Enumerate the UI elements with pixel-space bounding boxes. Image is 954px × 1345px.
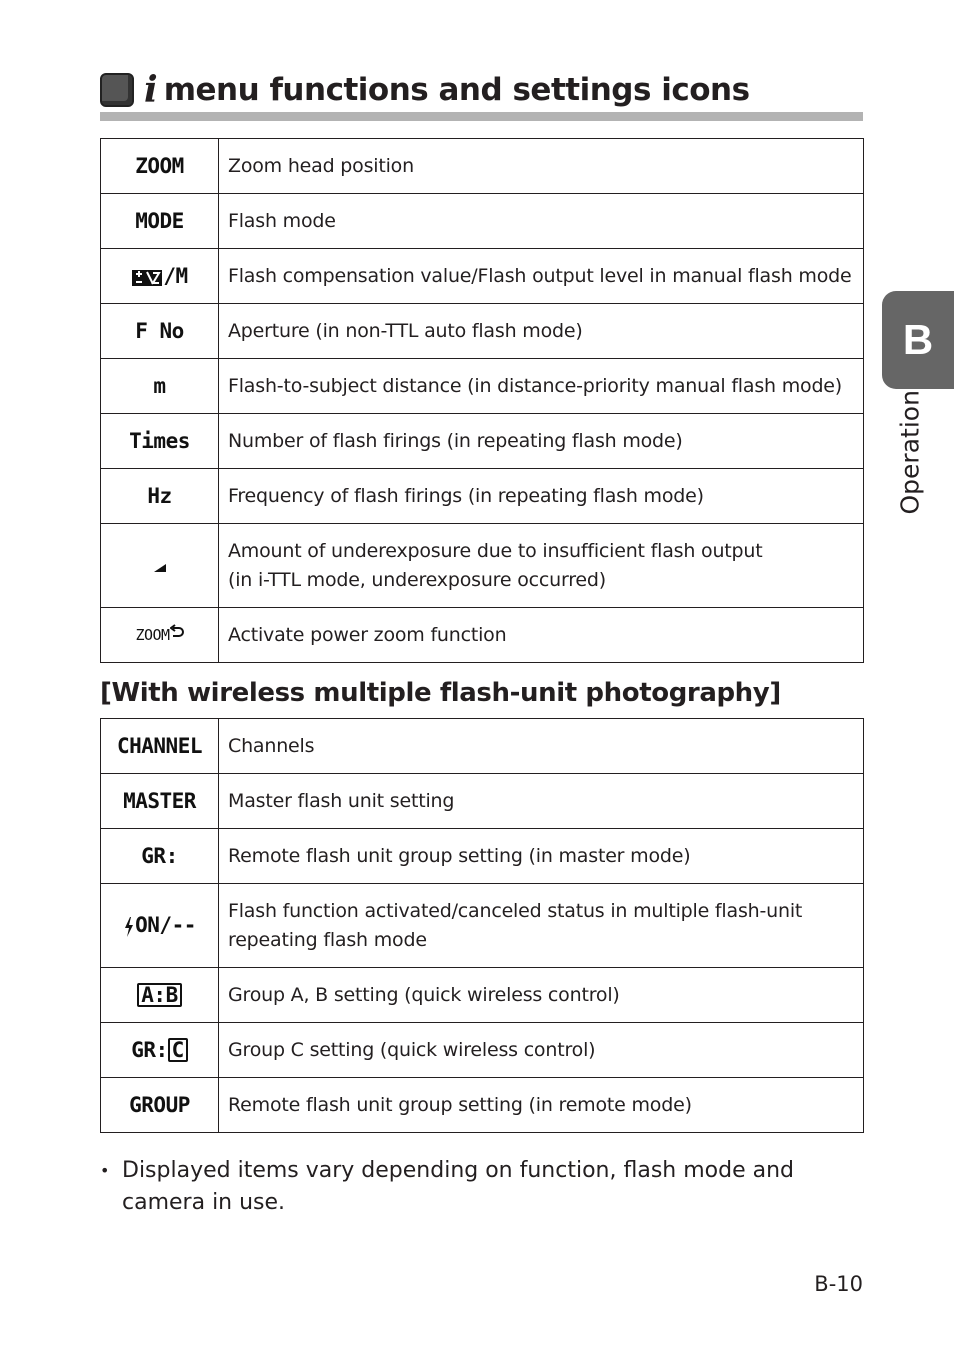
table-row	[101, 469, 864, 524]
description-cell: Remote flash unit group setting (in remote mode)	[219, 1078, 864, 1133]
description-cell: Activate power zoom function	[219, 608, 864, 663]
footnote-text: Displayed items vary depending on function, flash mode and camera in use.	[122, 1158, 794, 1215]
flash-bolt-icon	[123, 916, 135, 938]
times-icon: Times	[129, 429, 190, 453]
bullet: •	[100, 1161, 110, 1180]
description-line: (in i-TTL mode, underexposure occurred)	[228, 568, 606, 591]
icon-cell	[101, 414, 219, 469]
hz-icon: Hz	[147, 484, 172, 508]
group-icon: GROUP	[129, 1093, 190, 1117]
table-row	[101, 359, 864, 414]
manual-level-icon: /M	[163, 263, 188, 288]
group-c-icon: C	[168, 1038, 188, 1062]
master-icon: MASTER	[123, 789, 196, 813]
power-zoom-icon: ZOOM	[135, 625, 170, 644]
aperture-fno-icon: F No	[135, 319, 184, 343]
icon-cell	[101, 249, 219, 304]
description-cell	[219, 884, 864, 968]
on-off-icon: ON/--	[135, 912, 196, 937]
icon-cell	[101, 1078, 219, 1133]
chapter-tab	[882, 291, 954, 389]
channel-icon: CHANNEL	[116, 734, 202, 758]
icon-cell	[101, 139, 219, 194]
description-cell: Channels	[219, 719, 864, 774]
table-row	[101, 139, 864, 194]
underexposure-icon	[152, 560, 168, 574]
description-cell: Flash compensation value/Flash output level in manual flash mode	[219, 249, 864, 304]
description-cell: Number of flash firings (in repeating flash mode)	[219, 414, 864, 469]
distance-m-icon: m	[153, 374, 166, 398]
icon-cell	[101, 359, 219, 414]
table-row	[101, 774, 864, 829]
info-i-icon: i	[144, 69, 158, 111]
icon-cell	[101, 524, 219, 608]
description-cell: Master flash unit setting	[219, 774, 864, 829]
page-title-block	[100, 66, 863, 121]
icon-cell	[101, 774, 219, 829]
table-row	[101, 304, 864, 359]
description-cell	[219, 524, 864, 608]
page-title	[100, 66, 863, 114]
description-line: Amount of underexposure due to insufficient flash output	[228, 539, 763, 562]
group-gr-prefix-icon: GR:	[131, 1038, 168, 1062]
table-row	[101, 414, 864, 469]
description-cell: Remote flash unit group setting (in master mode)	[219, 829, 864, 884]
table-row	[101, 249, 864, 304]
flash-compensation-icon	[131, 268, 163, 288]
icon-cell	[101, 829, 219, 884]
icon-cell	[101, 304, 219, 359]
icon-cell	[101, 968, 219, 1023]
table-row	[101, 1023, 864, 1078]
section-square-icon	[100, 73, 134, 107]
chapter-letter: B	[902, 316, 934, 363]
table-row	[101, 1078, 864, 1133]
description-cell: Group C setting (quick wireless control)	[219, 1023, 864, 1078]
chapter-label-text: Operation	[895, 390, 925, 515]
settings-icons-table	[100, 138, 864, 663]
description-cell: Zoom head position	[219, 139, 864, 194]
icon-cell	[101, 608, 219, 663]
table-row	[101, 884, 864, 968]
icon-cell	[101, 194, 219, 249]
title-underline	[100, 112, 863, 121]
description-cell: Aperture (in non-TTL auto flash mode)	[219, 304, 864, 359]
table-row	[101, 829, 864, 884]
wireless-icons-table	[100, 718, 864, 1133]
icon-cell	[101, 469, 219, 524]
table-row	[101, 524, 864, 608]
table-row	[101, 194, 864, 249]
description-line: repeating flash mode	[228, 928, 427, 951]
description-cell: Flash-to-subject distance (in distance-priority manual flash mode)	[219, 359, 864, 414]
table-row	[101, 719, 864, 774]
table-row	[101, 608, 864, 663]
page-number: B-10	[814, 1272, 863, 1296]
icon-cell	[101, 884, 219, 968]
description-cell: Frequency of flash firings (in repeating flash mode)	[219, 469, 864, 524]
group-gr-icon: GR:	[141, 844, 178, 868]
footnote	[100, 1155, 863, 1219]
icon-cell	[101, 1023, 219, 1078]
title-text: menu functions and settings icons	[163, 72, 750, 108]
description-line: Flash function activated/canceled status in multiple flash-unit	[228, 899, 803, 922]
zoom-icon: ZOOM	[135, 154, 184, 178]
mode-icon: MODE	[135, 209, 184, 233]
wireless-section-heading: [With wireless multiple flash-unit photography]	[100, 678, 781, 708]
return-arrow-icon	[170, 624, 184, 646]
group-ab-icon: A:B	[137, 983, 181, 1007]
description-cell: Flash mode	[219, 194, 864, 249]
table-row	[101, 968, 864, 1023]
icon-cell	[101, 719, 219, 774]
chapter-label	[895, 390, 925, 515]
description-cell: Group A, B setting (quick wireless control)	[219, 968, 864, 1023]
